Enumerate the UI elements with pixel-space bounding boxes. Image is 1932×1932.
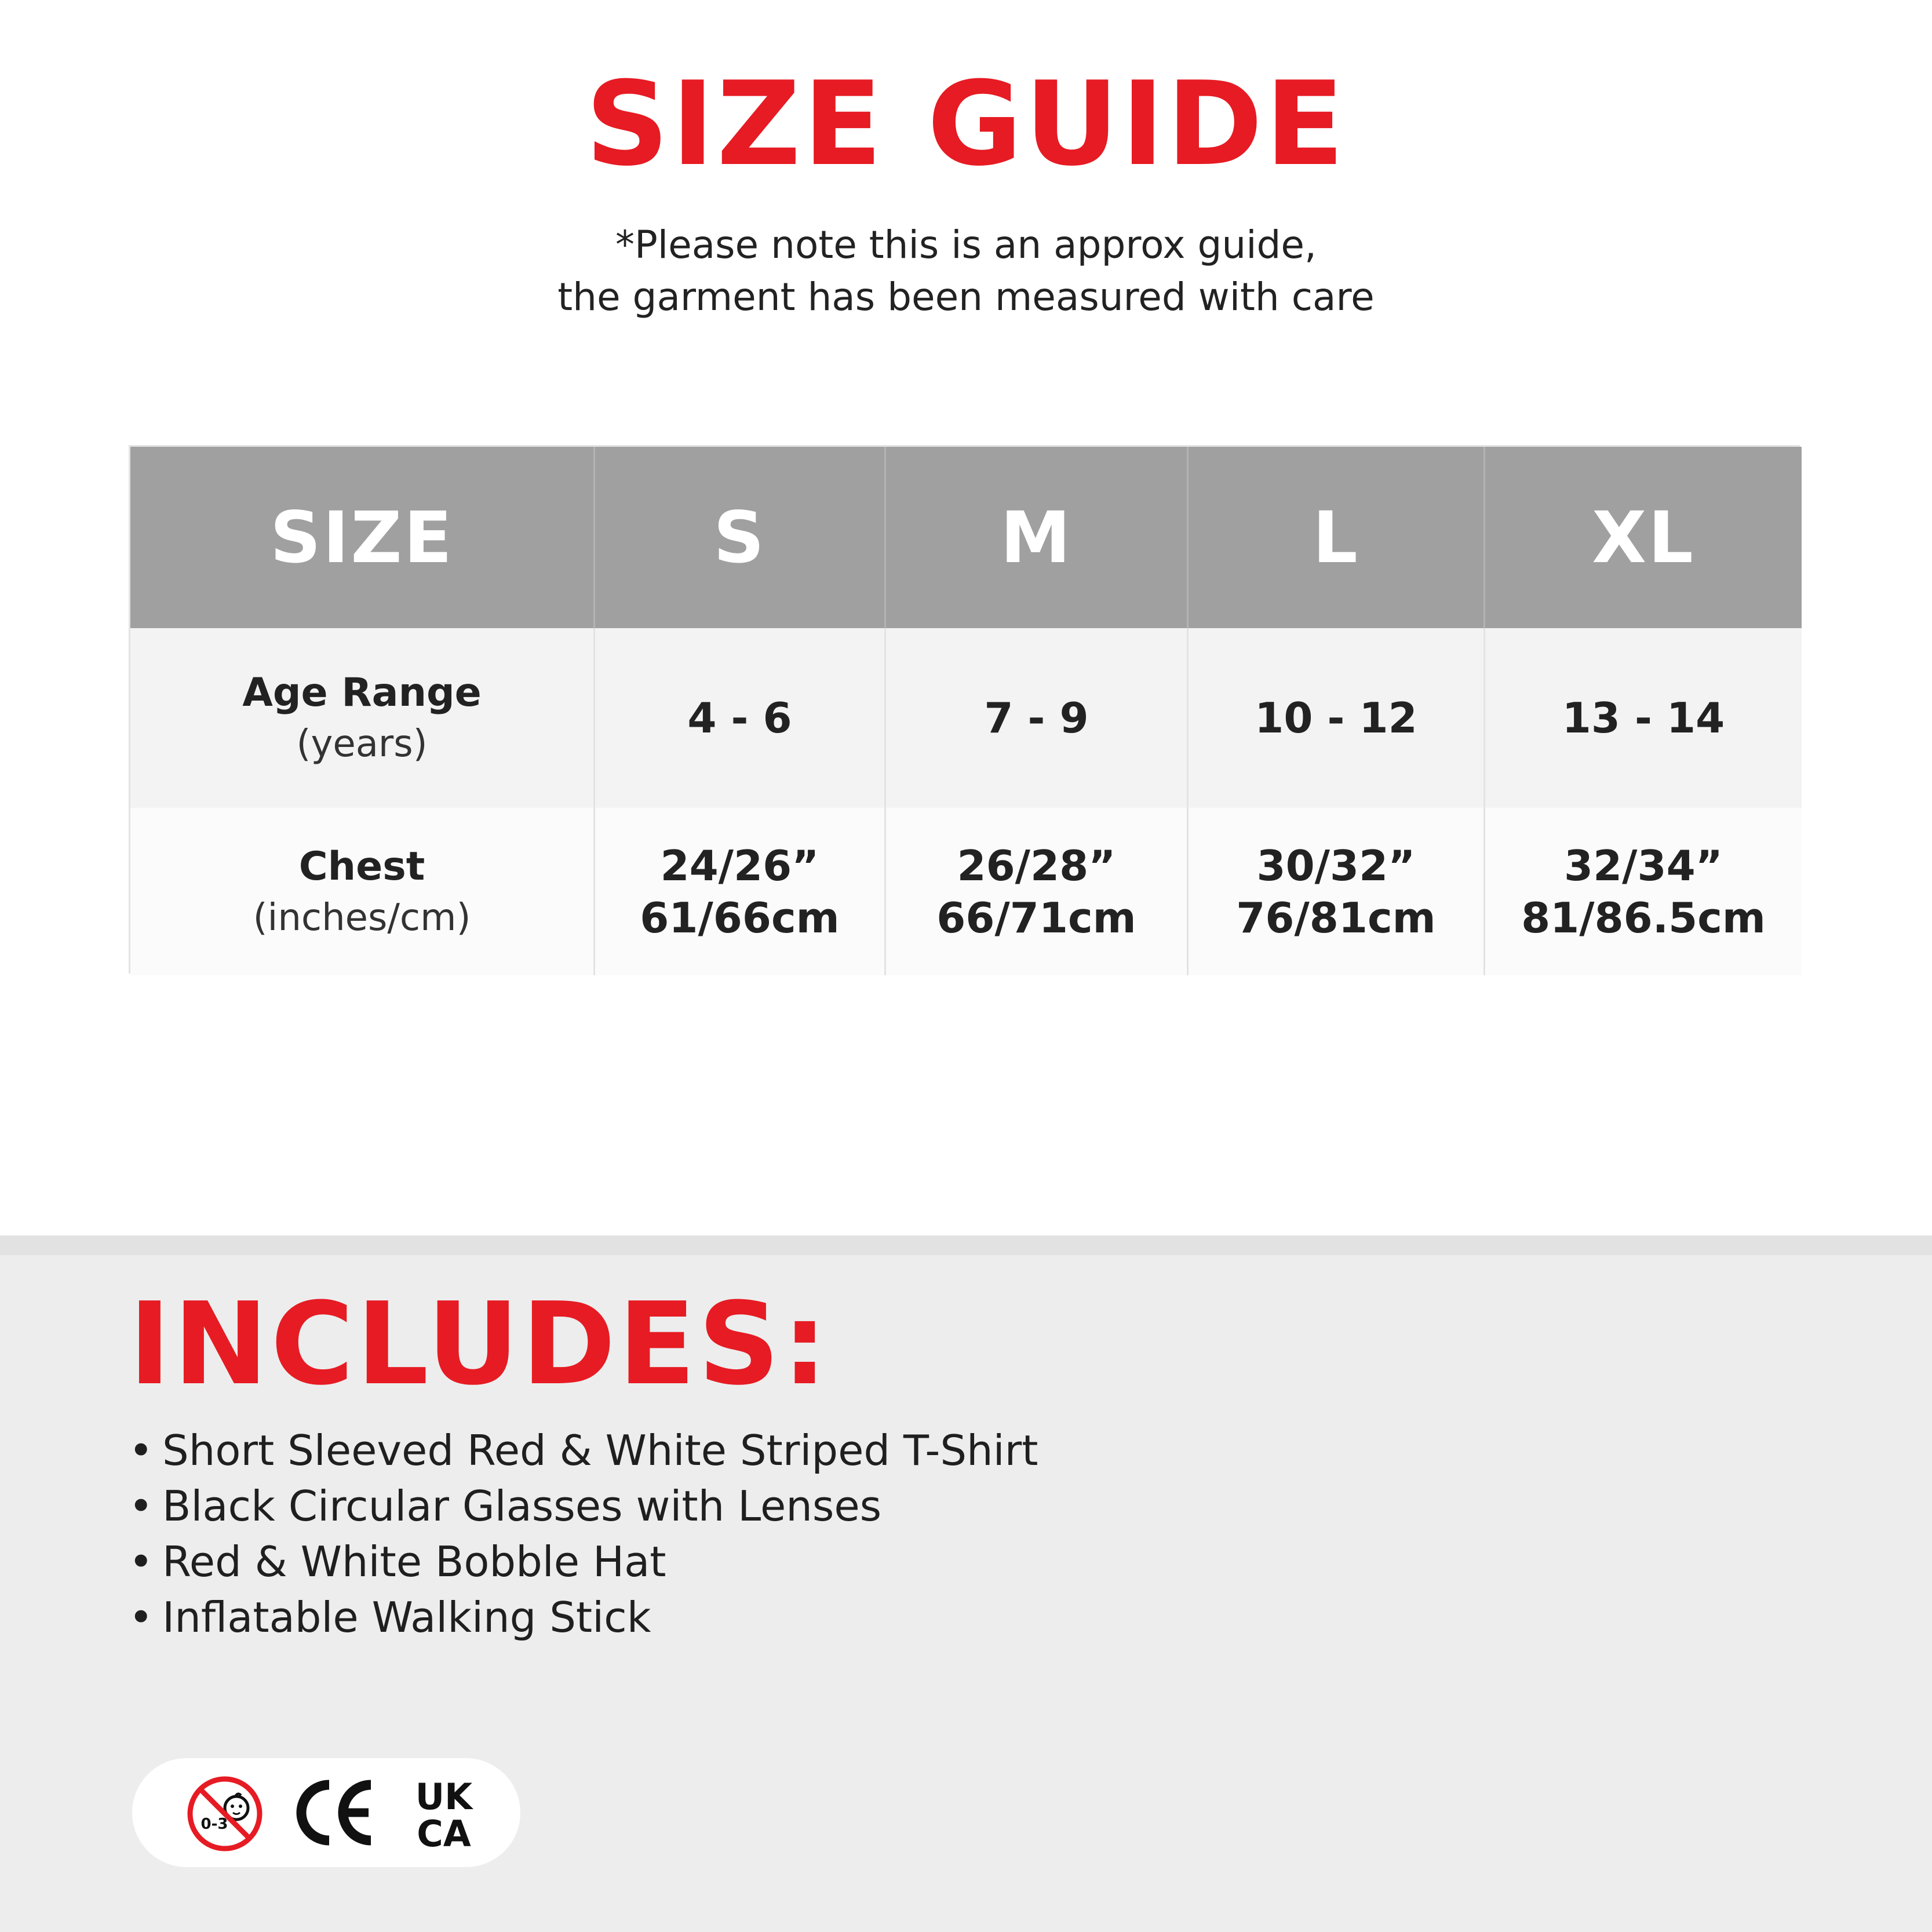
list-item (129, 1590, 1038, 1645)
chest-cm-xl: 81/86.5cm (1521, 893, 1766, 942)
safety-badges (132, 1758, 520, 1867)
chest-cm-l: 76/81cm (1236, 893, 1436, 942)
age-range-label: Age Range (242, 670, 482, 716)
chest-inches-m: 26/28” (957, 841, 1116, 890)
chest-inches-s: 24/26” (660, 841, 819, 890)
page-title: SIZE GUIDE (585, 57, 1347, 192)
ukca-text-bottom: CA (417, 1813, 471, 1850)
chest-cm-s: 61/66cm (640, 893, 840, 942)
header-cell-size: SIZE (130, 447, 595, 628)
header-cell-xl: XL (1485, 447, 1802, 628)
table-cell (886, 808, 1189, 975)
header-cell-m: M (886, 447, 1189, 628)
includes-title: INCLUDES: (129, 1278, 830, 1410)
age-range-unit: (years) (296, 723, 428, 765)
list-item (129, 1534, 1038, 1590)
chest-cm-m: 66/71cm (936, 893, 1136, 942)
age-value-l: 10 - 12 (1255, 694, 1417, 742)
includes-list (129, 1423, 1038, 1645)
table-cell (595, 808, 886, 975)
table-cell (595, 628, 886, 808)
chest-unit: (inches/cm) (253, 896, 471, 939)
age-value-m: 7 - 9 (984, 694, 1089, 742)
size-table (129, 445, 1800, 974)
age-range-label-cell (130, 628, 595, 808)
bullet: • (129, 1593, 154, 1642)
table-cell (886, 628, 1189, 808)
chest-label: Chest (298, 843, 425, 890)
table-cell (1189, 808, 1485, 975)
ce-mark-icon (290, 1777, 377, 1849)
ukca-mark-icon (398, 1776, 490, 1850)
no-under-3-icon (185, 1774, 264, 1853)
list-item-text: Short Sleeved Red & White Striped T-Shirt (162, 1426, 1038, 1475)
list-item-text: Red & White Bobble Hat (162, 1537, 666, 1586)
size-guide-note (0, 219, 1932, 323)
list-item-text: Inflatable Walking Stick (162, 1593, 651, 1642)
list-item (129, 1478, 1038, 1534)
age-value-xl: 13 - 14 (1562, 694, 1725, 742)
table-cell (1485, 808, 1802, 975)
age-warning-text: 0-3 (201, 1816, 228, 1833)
note-line-2: the garment has been measured with care (557, 275, 1375, 319)
list-item (129, 1423, 1038, 1478)
note-line-1: *Please note this is an approx guide, (615, 223, 1317, 267)
chest-inches-l: 30/32” (1256, 841, 1416, 890)
table-cell (1485, 628, 1802, 808)
bullet: • (129, 1426, 154, 1475)
list-item-text: Black Circular Glasses with Lenses (162, 1482, 882, 1530)
chest-label-cell (130, 808, 595, 975)
chest-inches-xl: 32/34” (1563, 841, 1723, 890)
bullet: • (129, 1482, 154, 1530)
header-cell-l: L (1189, 447, 1485, 628)
ukca-text-top: UK (415, 1776, 473, 1818)
table-cell (1189, 628, 1485, 808)
header-cell-s: S (595, 447, 886, 628)
age-value-s: 4 - 6 (687, 694, 792, 742)
bullet: • (129, 1537, 154, 1586)
